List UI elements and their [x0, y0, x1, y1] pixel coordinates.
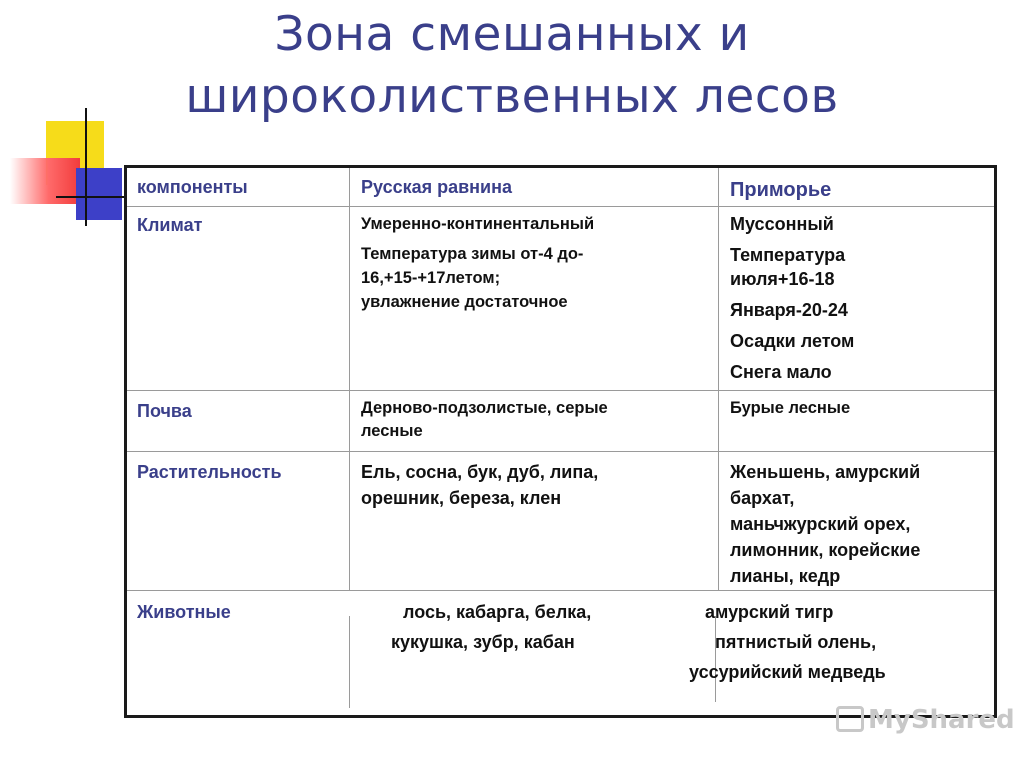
table-divider-v1: [349, 168, 350, 590]
cell-soil-primorye: [730, 397, 850, 420]
table-text: увлажнение достаточное: [361, 293, 568, 311]
header-russian-plain: Русская равнина: [361, 177, 513, 197]
table-text: Умеренно-континентальный: [361, 215, 595, 233]
table-text: Января-20-24: [730, 300, 848, 320]
table-divider-h2: [127, 390, 994, 391]
title-line-1: Зона смешанных и: [274, 7, 750, 62]
table-text: Снега мало: [730, 362, 832, 382]
presentation-icon: [836, 706, 864, 732]
table-text: маньчжурский орех,: [730, 514, 911, 534]
table-text: Дерново-подзолистые, серые: [361, 399, 608, 417]
table-text: Ель, сосна, бук, дуб, липа,: [361, 462, 599, 482]
slide-title: [0, 4, 1024, 128]
row-label-animals: Животные: [137, 602, 231, 622]
decorative-vertical-line: [85, 108, 87, 226]
cell-climate-russian-plain: [361, 212, 594, 314]
watermark-text: MyShared: [868, 705, 1015, 735]
table-divider-v1-lower: [349, 616, 350, 708]
comparison-table: [124, 165, 997, 718]
cell-animals-russian-plain-1: лось, кабарга, белка,: [403, 602, 592, 622]
cell-animals-primorye-1: амурский тигр: [705, 602, 834, 622]
table-text: Бурые лесные: [730, 399, 851, 417]
row-label-climate: Климат: [137, 215, 203, 235]
table-text: лианы, кедр: [730, 566, 841, 586]
watermark-logo: [836, 702, 1015, 738]
cell-climate-primorye: [730, 212, 854, 384]
table-text: Температура: [730, 245, 846, 265]
table-text: бархат,: [730, 488, 795, 508]
row-label-soil: Почва: [137, 401, 192, 421]
table-divider-v2: [718, 168, 719, 590]
table-text: лимонник, корейские: [730, 540, 921, 560]
table-text: Женьшень, амурский: [730, 462, 921, 482]
table-text: орешник, береза, клен: [361, 488, 562, 508]
table-divider-h4: [127, 590, 994, 591]
table-text: 16,+15-+17летом;: [361, 269, 501, 287]
table-text: Температура зимы от-4 до-: [361, 245, 584, 263]
cell-animals-russian-plain-2: кукушка, зубр, кабан: [391, 632, 575, 652]
table-text: Муссонный: [730, 214, 834, 234]
cell-vegetation-russian-plain: [361, 459, 598, 511]
cell-animals-primorye-2: пятнистый олень,: [715, 632, 877, 652]
cell-animals-primorye-3: уссурийский медведь: [689, 662, 886, 682]
title-line-2: широколиственных лесов: [185, 69, 839, 124]
cell-vegetation-primorye: [730, 459, 920, 589]
cell-soil-russian-plain: [361, 397, 608, 443]
table-text: июля+16-18: [730, 269, 835, 289]
decorative-blue-square: [76, 168, 122, 220]
table-text: лесные: [361, 422, 423, 440]
row-label-vegetation: Растительность: [137, 462, 282, 482]
table-divider-h3: [127, 451, 994, 452]
table-text: Осадки летом: [730, 331, 855, 351]
header-components: компоненты: [137, 177, 248, 197]
decorative-horizontal-line: [56, 196, 126, 198]
table-divider-h1: [127, 206, 994, 207]
header-primorye: Приморье: [730, 179, 832, 201]
